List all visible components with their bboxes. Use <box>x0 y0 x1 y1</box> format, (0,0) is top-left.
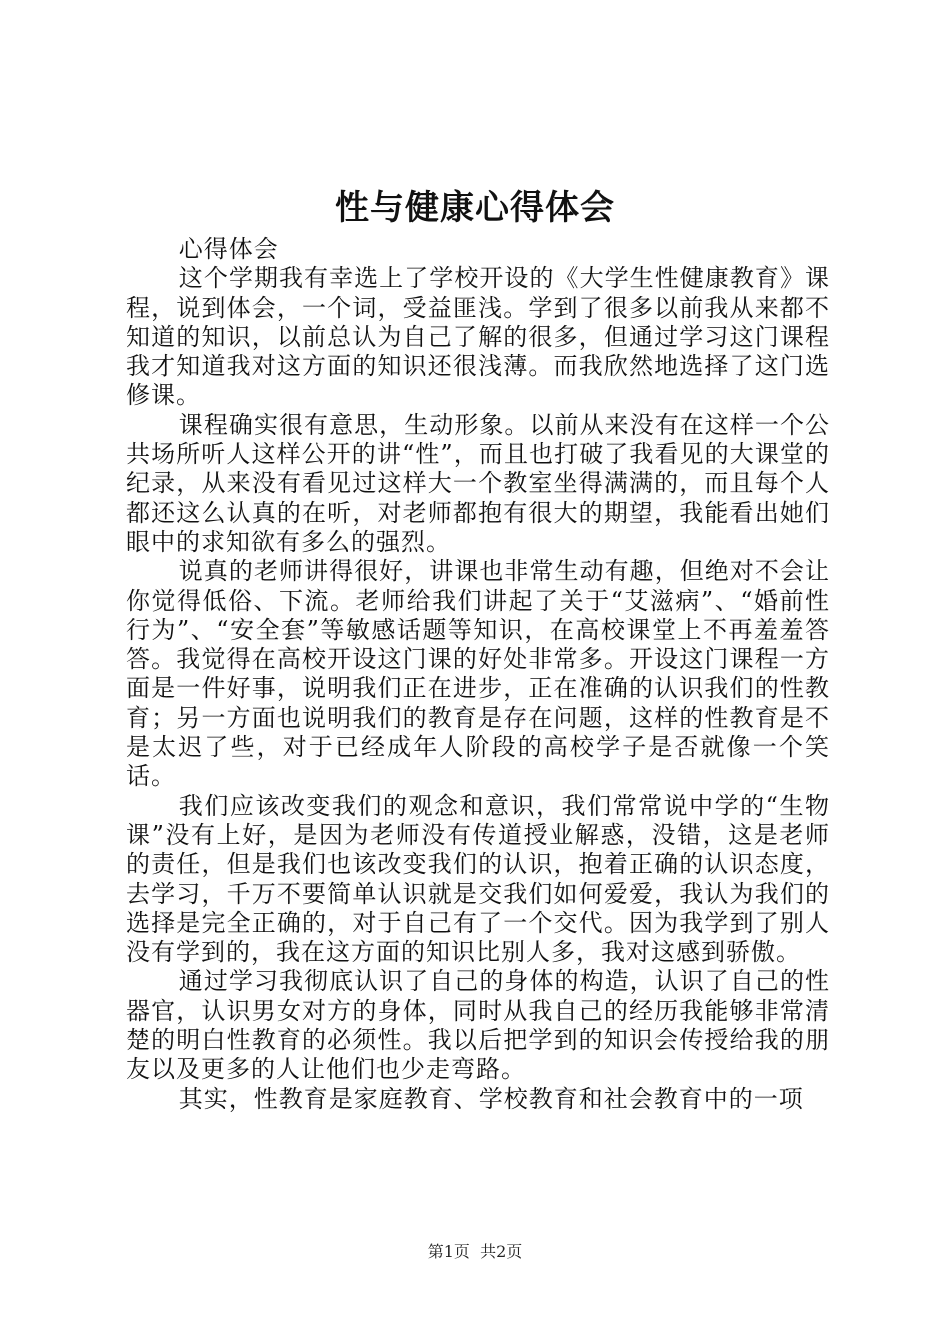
page-total: 共2页 <box>480 1242 523 1261</box>
page-number: 第1页 <box>427 1242 470 1261</box>
document-title: 性与健康心得体会 <box>335 188 615 228</box>
paragraph: 这个学期我有幸选上了学校开设的《大学生性健康教育》课程，说到体会，一个词，受益匪浅。学到了很多以前我从来都不知道的知识，以前总认为自己了解的很多，但通过学习这门课程我才知道我对这方面的知识还很浅薄。而我欣然地选择了这门选修课。 <box>126 264 830 410</box>
paragraph: 课程确实很有意思，生动形象。以前从来没有在这样一个公共场所听人这样公开的讲“性”，而且也打破了我看见的大课堂的纪录，从来没有看见过这样大一个教室坐得满满的，而且每个人都还这么认真的在听，对老师都抱有很大的期望，我能看出她们眼中的求知欲有多么的强烈。 <box>126 410 830 556</box>
paragraph: 其实，性教育是家庭教育、学校教育和社会教育中的一项 <box>178 1084 804 1113</box>
page-footer <box>0 1241 950 1263</box>
paragraph-heading: 心得体会 <box>178 235 279 263</box>
document-body <box>126 235 830 1114</box>
paragraph: 我们应该改变我们的观念和意识，我们常常说中学的“生物课”没有上好，是因为老师没有传道授业解惑，没错，这是老师的责任，但是我们也该改变我们的认识，抱着正确的认识态度，去学习，千万不要简单认识就是交我们如何爱爱，我认为我们的选择是完全正确的，对于自己有了一个交代。因为我学到了别人没有学到的，我在这方面的知识比别人多，我对这感到骄傲。 <box>126 791 830 967</box>
paragraph: 说真的老师讲得很好，讲课也非常生动有趣，但绝对不会让你觉得低俗、下流。老师给我们讲起了关于“艾滋病”、“婚前性行为”、“安全套”等敏感话题等知识，在高校课堂上不再羞羞答答。我觉得在高校开设这门课的好处非常多。开设这门课程一方面是一件好事，说明我们正在进步，正在准确的认识我们的性教育；另一方面也说明我们的教育是存在问题，这样的性教育是不是太迟了些，对于已经成年人阶段的高校学子是否就像一个笑话。 <box>126 557 830 791</box>
paragraph: 通过学习我彻底认识了自己的身体的构造，认识了自己的性器官，认识男女对方的身体，同时从我自己的经历我能够非常清楚的明白性教育的必须性。我以后把学到的知识会传授给我的朋友以及更多的人让他们也少走弯路。 <box>126 967 830 1084</box>
